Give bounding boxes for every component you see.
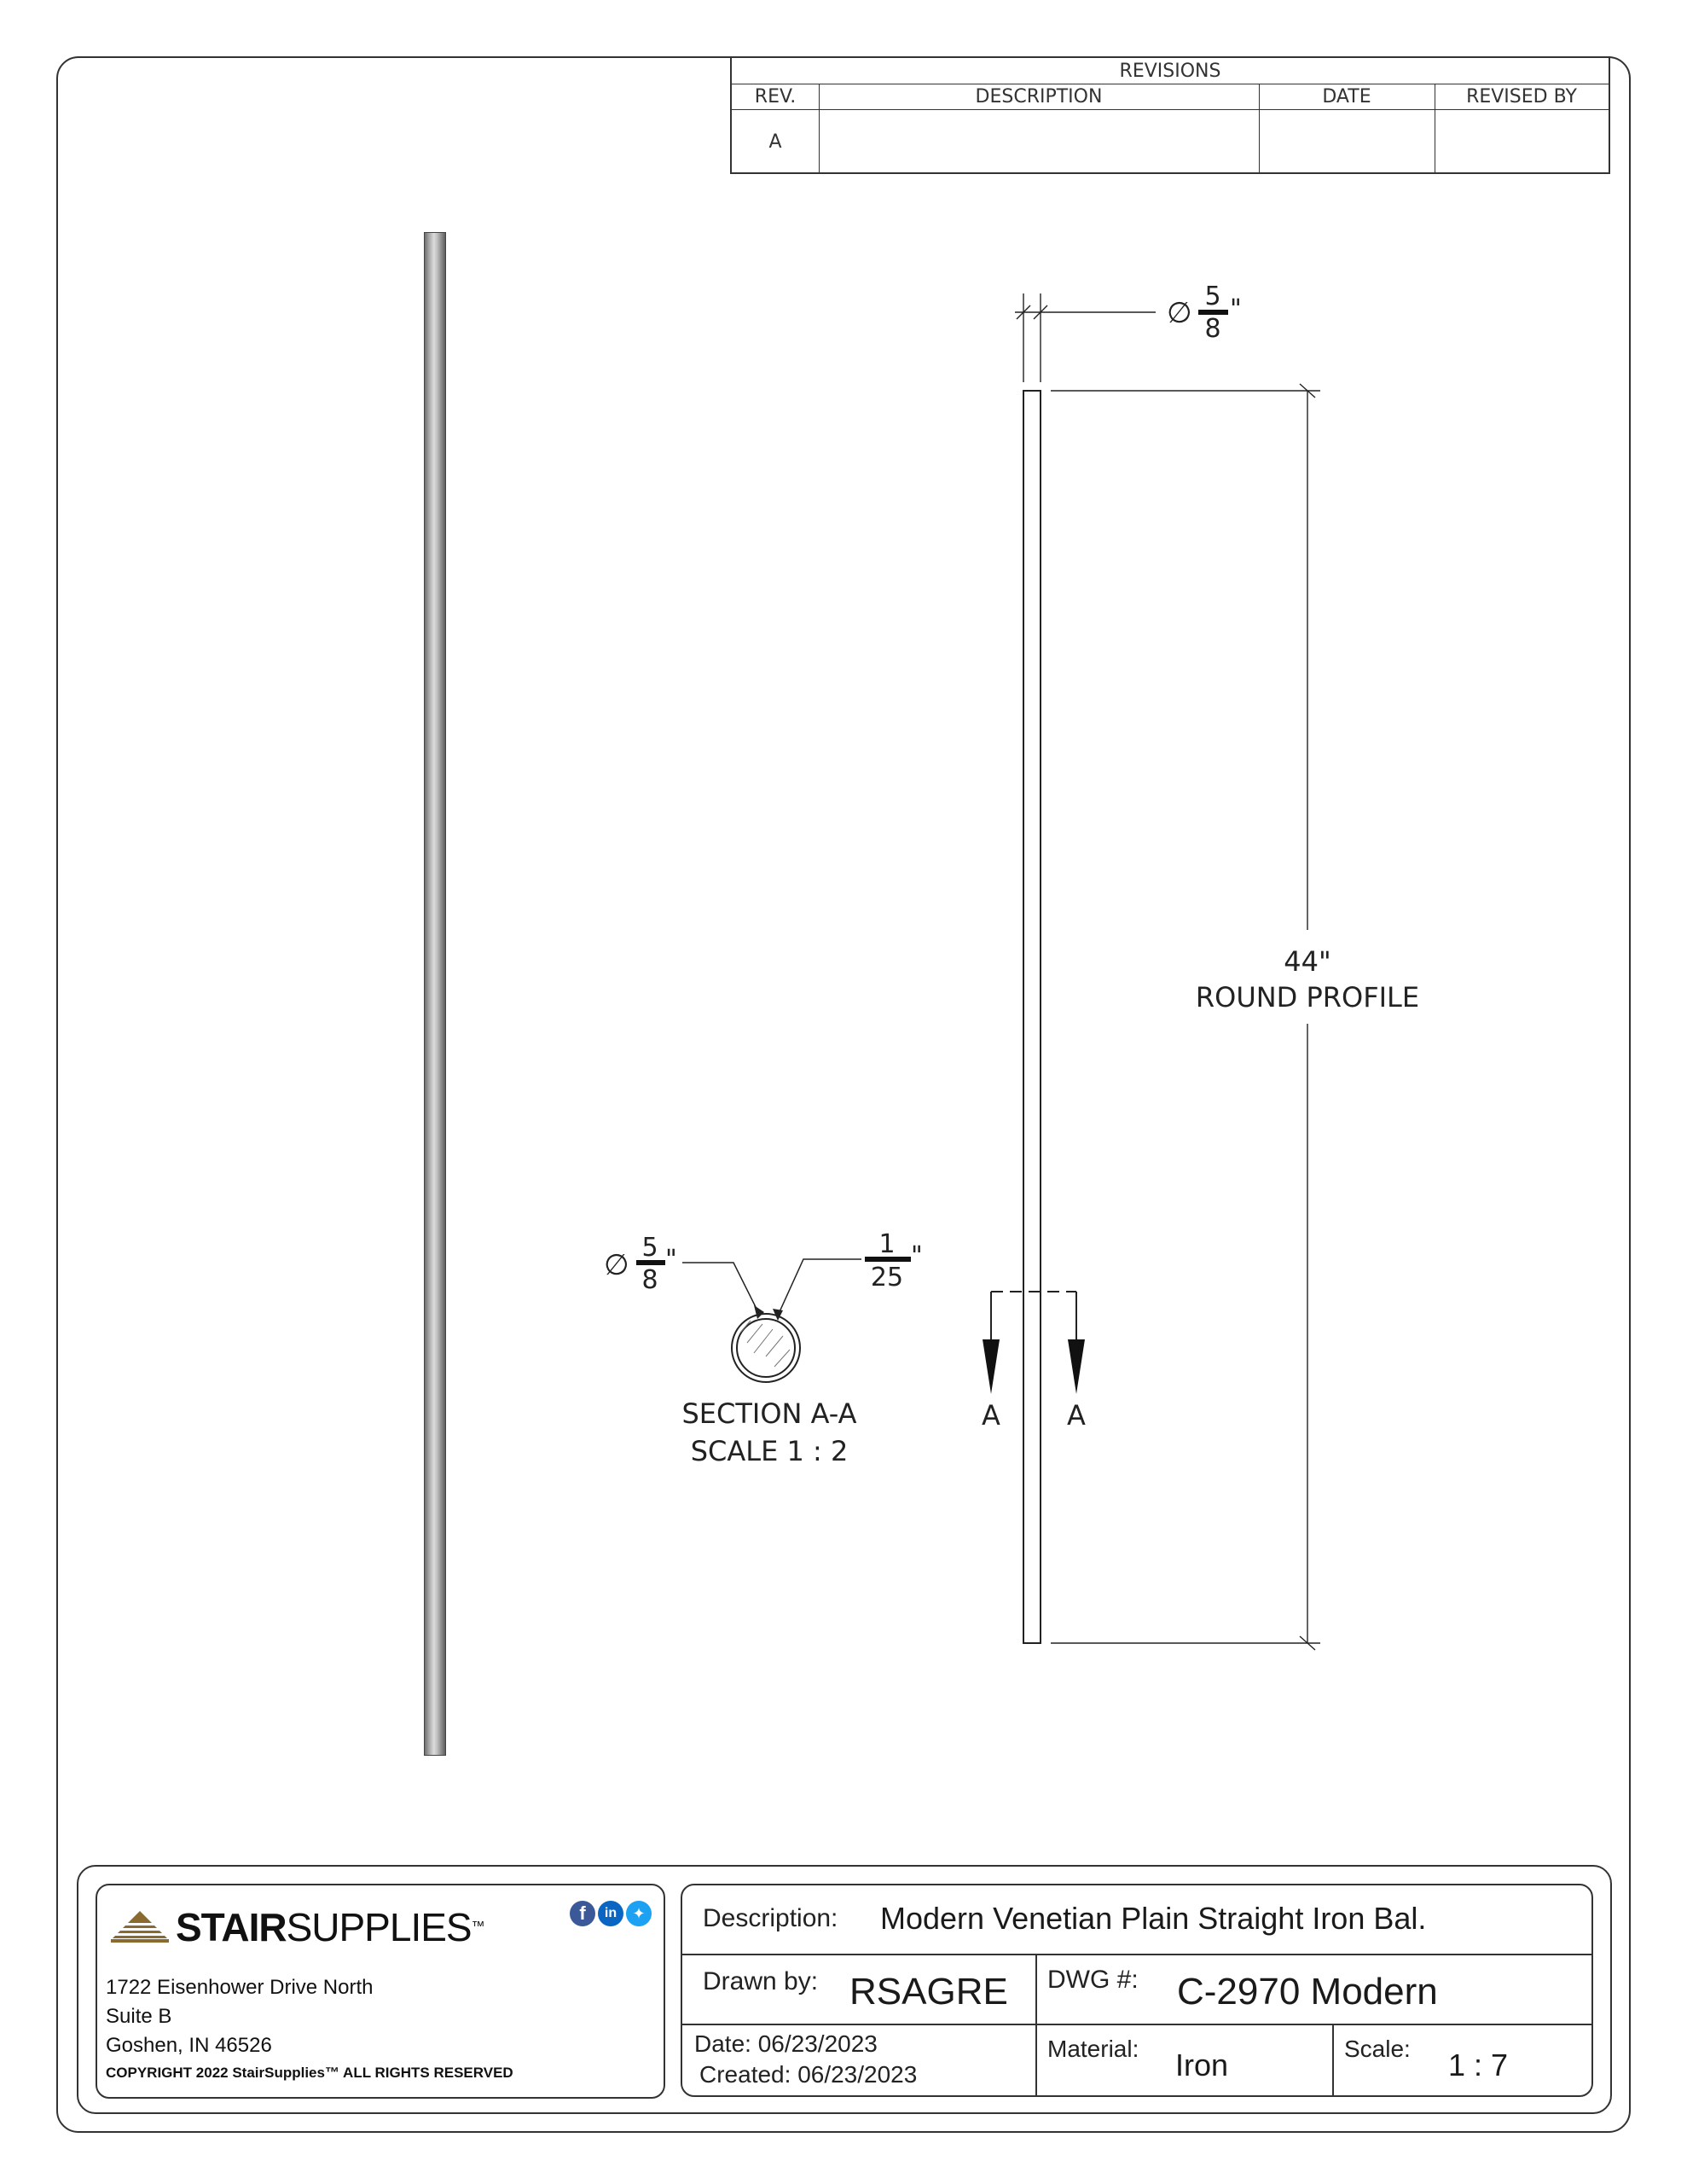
section-marker-left: A — [982, 1399, 1000, 1432]
section-scale: SCALE 1 : 2 — [690, 1435, 849, 1467]
dwg-label: DWG #: — [1047, 1966, 1139, 1994]
section-cut-line — [982, 1292, 1086, 1432]
revisions-title: REVISIONS — [1119, 60, 1221, 82]
length-dimension — [1051, 384, 1419, 1650]
description-label: Description: — [703, 1904, 838, 1932]
date-header: DATE — [1322, 85, 1371, 107]
wall-num: 1 — [878, 1229, 896, 1259]
description-header: DESCRIPTION — [975, 85, 1103, 107]
top-dia-num: 5 — [1204, 282, 1221, 311]
date-value: 06/23/2023 — [757, 2030, 878, 2057]
revision-rev: A — [768, 131, 782, 153]
top-diameter-dimension — [1015, 282, 1242, 382]
drawn-by-value: RSAGRE — [849, 1971, 1008, 2013]
revised-by-header: REVISED BY — [1466, 85, 1577, 107]
logo-tm: ™ — [471, 1920, 485, 1934]
material-value: Iron — [1175, 2048, 1229, 2082]
wall-unit: " — [911, 1241, 923, 1271]
length-value: 44" — [1284, 945, 1331, 978]
date-label: Date: — [694, 2030, 751, 2057]
section-dia-den: 8 — [641, 1265, 658, 1295]
description-value: Modern Venetian Plain Straight Iron Bal. — [880, 1901, 1427, 1936]
company-block — [96, 1884, 665, 2099]
top-dia-symbol: ∅ — [1167, 296, 1192, 330]
title-info-grid — [681, 1884, 1593, 2097]
section-title: SECTION A-A — [681, 1397, 857, 1430]
material-label: Material: — [1047, 2036, 1139, 2062]
logo-stair: STAIR — [176, 1905, 287, 1949]
section-dia-unit: " — [665, 1245, 677, 1275]
logo-stairs-icon — [111, 1909, 169, 1943]
drawn-by-label: Drawn by: — [703, 1967, 819, 1995]
company-logo — [111, 1904, 503, 1950]
section-view — [604, 1229, 923, 1467]
address-line-2: Suite B — [106, 2005, 172, 2028]
wall-den: 25 — [870, 1263, 904, 1292]
twitter-icon[interactable]: ✦ — [626, 1901, 652, 1926]
top-dia-unit: " — [1230, 294, 1242, 324]
dwg-value: C-2970 Modern — [1177, 1971, 1438, 2013]
social-icons — [570, 1901, 653, 1928]
created-label: Created: — [699, 2061, 791, 2088]
created-row — [699, 2061, 917, 2088]
top-dia-den: 8 — [1204, 314, 1221, 344]
baluster-profile — [1023, 391, 1041, 1643]
created-value: 06/23/2023 — [797, 2061, 918, 2088]
section-dia-symbol: ∅ — [604, 1248, 629, 1282]
scale-value: 1 : 7 — [1448, 2048, 1509, 2082]
address-line-3: Goshen, IN 46526 — [106, 2034, 272, 2057]
copyright: COPYRIGHT 2022 StairSupplies™ ALL RIGHTS RESERVED — [106, 2065, 513, 2081]
linkedin-icon[interactable]: in — [598, 1901, 623, 1926]
length-note: ROUND PROFILE — [1195, 981, 1420, 1014]
scale-label: Scale: — [1344, 2036, 1411, 2062]
address-line-1: 1722 Eisenhower Drive North — [106, 1976, 374, 1999]
section-dia-num: 5 — [641, 1233, 658, 1263]
facebook-icon[interactable]: f — [570, 1901, 595, 1926]
rev-header: REV. — [754, 85, 797, 107]
date-row — [694, 2030, 878, 2058]
logo-supplies: SUPPLIES — [286, 1905, 472, 1949]
section-marker-right: A — [1067, 1399, 1086, 1432]
